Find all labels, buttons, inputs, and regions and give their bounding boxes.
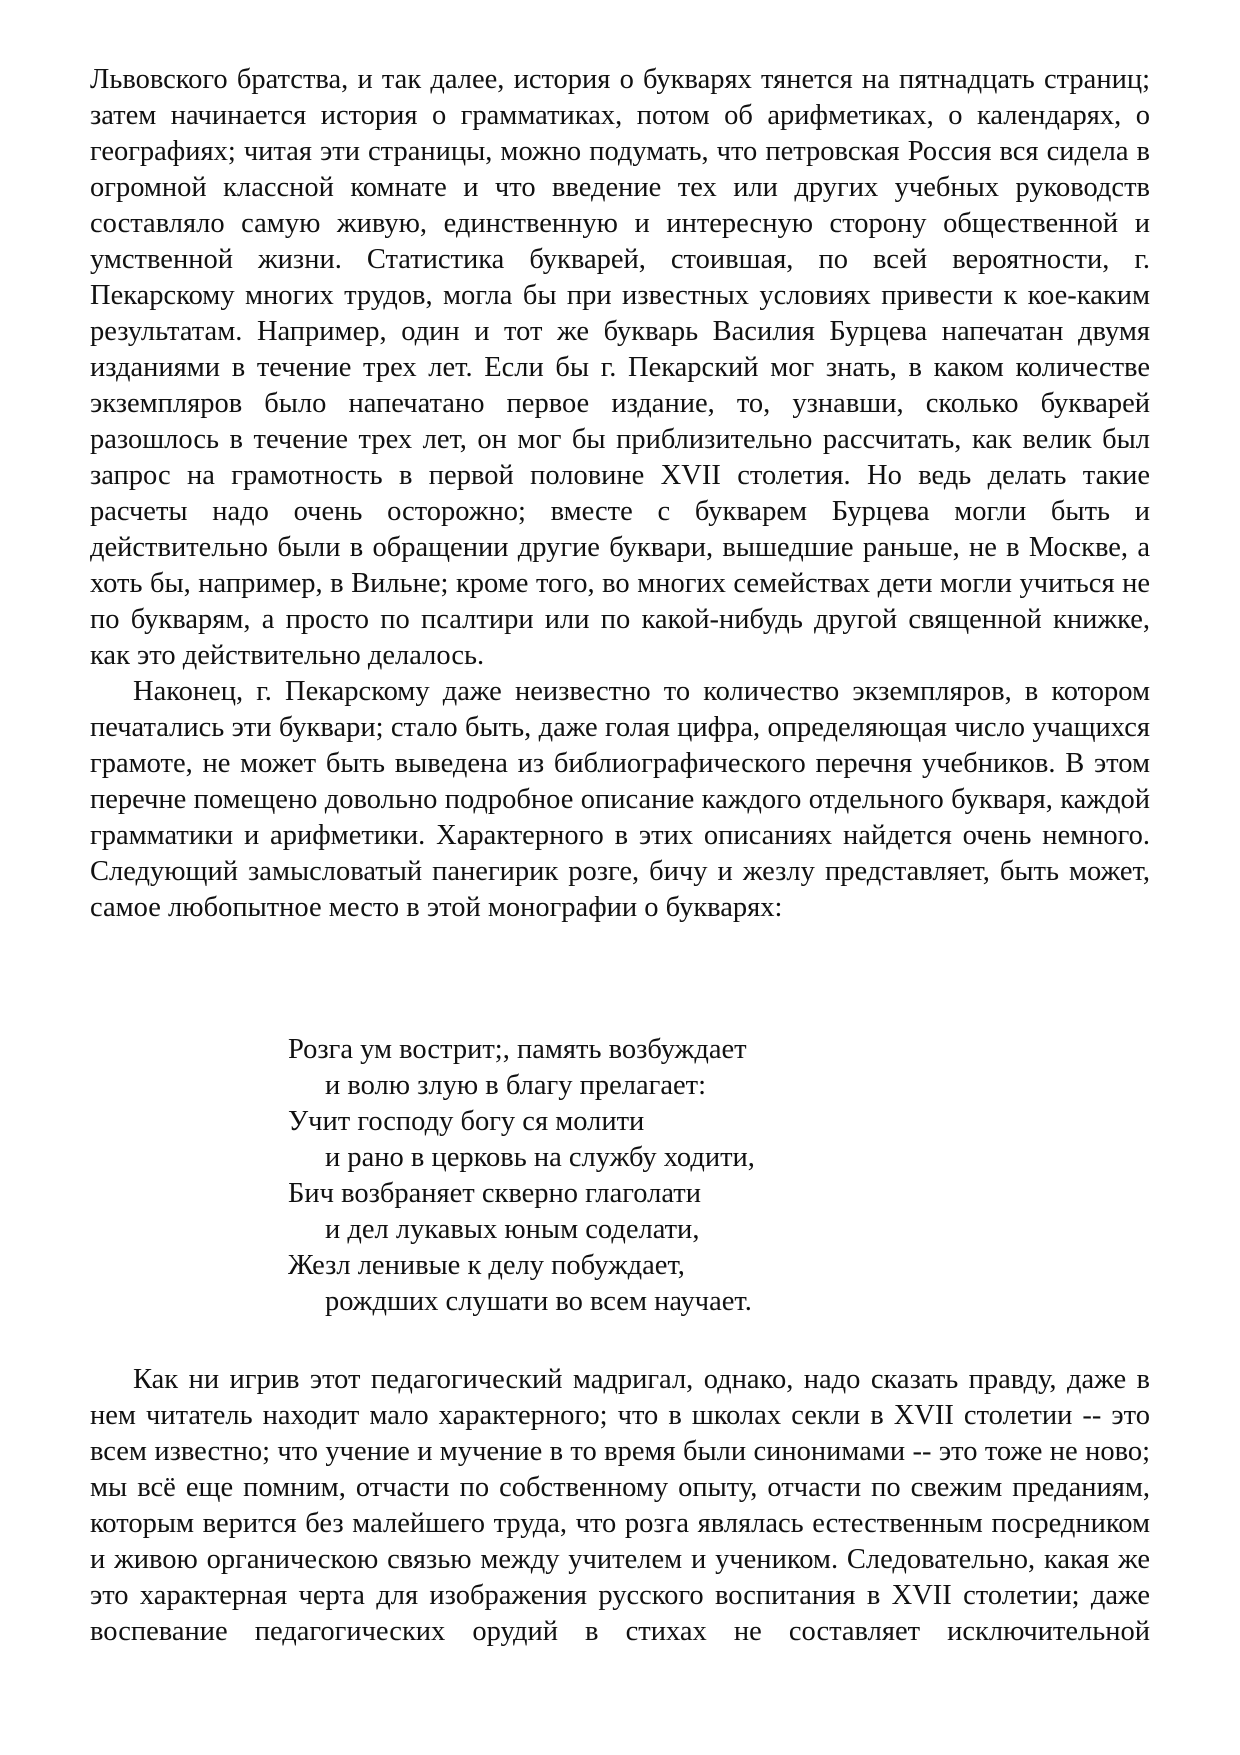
paragraph-bukvari-statistics: Львовского братства, и так далее, история о букварях тянется на пятнадцать страниц; затем начинается история о грамматиках, потом об арифметиках, о календарях, о географиях; читая эти страницы, можно подумать, что петровская Россия вся сидела в огромной классной комнате и что введение тех или других учебных руководств составляло самую живую, единственную и интересную сторону общественной и умственной жизни. Статистика букварей, стоившая, по всей вероятности, г. Пекарскому многих трудов, могла бы при известных условиях привести к кое-каким результатам. Например, один и тот же букварь Василия Бурцева напечатан двумя изданиями в течение трех лет. Если бы г. Пекарский мог знать, в каком количестве экземпляров было напечатано первое издание, то, узнавши, сколько букварей разошлось в течение трех лет, он мог бы приблизительно рассчитать, как велик был запрос на грамотность в первой половине XVII столетия. Но ведь делать такие расчеты надо очень осторожно; вместе с букварем Бурцева могли быть и действительно были в обращении другие буквари, вышедшие раньше, не в Москве, а хоть бы, например, в Вильне; кроме того, во многих семействах дети могли учиться не по букварям, а просто по псалтири или по какой-нибудь другой священной книжке, как это действительно делалось. xyxy=(90,64,1150,671)
paragraph-pekarsky-copies: Наконец, г. Пекарскому даже неизвестно то количество экземпляров, в котором печатались эти буквари; стало быть, даже голая цифра, определяющая число учащихся грамоте, не может быть выведена из библиографического перечня учебников. В этом перечне помещено довольно подробное описание каждого отдельного букваря, каждой грамматики и арифметики. Характерного в этих описаниях найдется очень немного. Следующий замысловатый панегирик розге, бичу и жезлу представляет, быть может, самое любопытное место в этой монографии о букварях: xyxy=(90,676,1150,923)
poem-panegyric xyxy=(288,1032,988,1320)
poem-line: Учит господу богу ся молити xyxy=(288,1106,645,1137)
poem-line: и дел лукавых юным соделати, xyxy=(325,1214,700,1245)
poem-line: и рано в церковь на службу ходити, xyxy=(325,1142,755,1173)
poem-line: Бич возбраняет скверно глаголати xyxy=(288,1178,701,1209)
paragraph-madrigal-commentary: Как ни игрив этот педагогический мадригал, однако, надо сказать правду, даже в нем читатель находит мало характерного; что в школах секли в XVII столетии -- это всем известно; что учение и мучение в то время были синонимами -- это тоже не ново; мы всё еще помним, отчасти по собственному опыту, отчасти по свежим преданиям, которым верится без малейшего труда, что розга являлась естественным посредником и живою органическою связью между учителем и учеником. Следовательно, какая же это характерная черта для изображения русского воспитания в XVII столетии; даже воспевание педагогических орудий в стихах не составляет исключительной xyxy=(90,1364,1150,1647)
lower-text-block xyxy=(90,1362,1150,1650)
poem-line: рождших слушати во всем научает. xyxy=(325,1286,752,1317)
poem-line: Розга ум вострит;, память возбуждает xyxy=(288,1034,747,1065)
upper-text-block xyxy=(90,62,1150,926)
poem-line: и волю злую в благу прелагает: xyxy=(325,1070,706,1101)
poem-line: Жезл ленивые к делу побуждает, xyxy=(288,1250,685,1281)
